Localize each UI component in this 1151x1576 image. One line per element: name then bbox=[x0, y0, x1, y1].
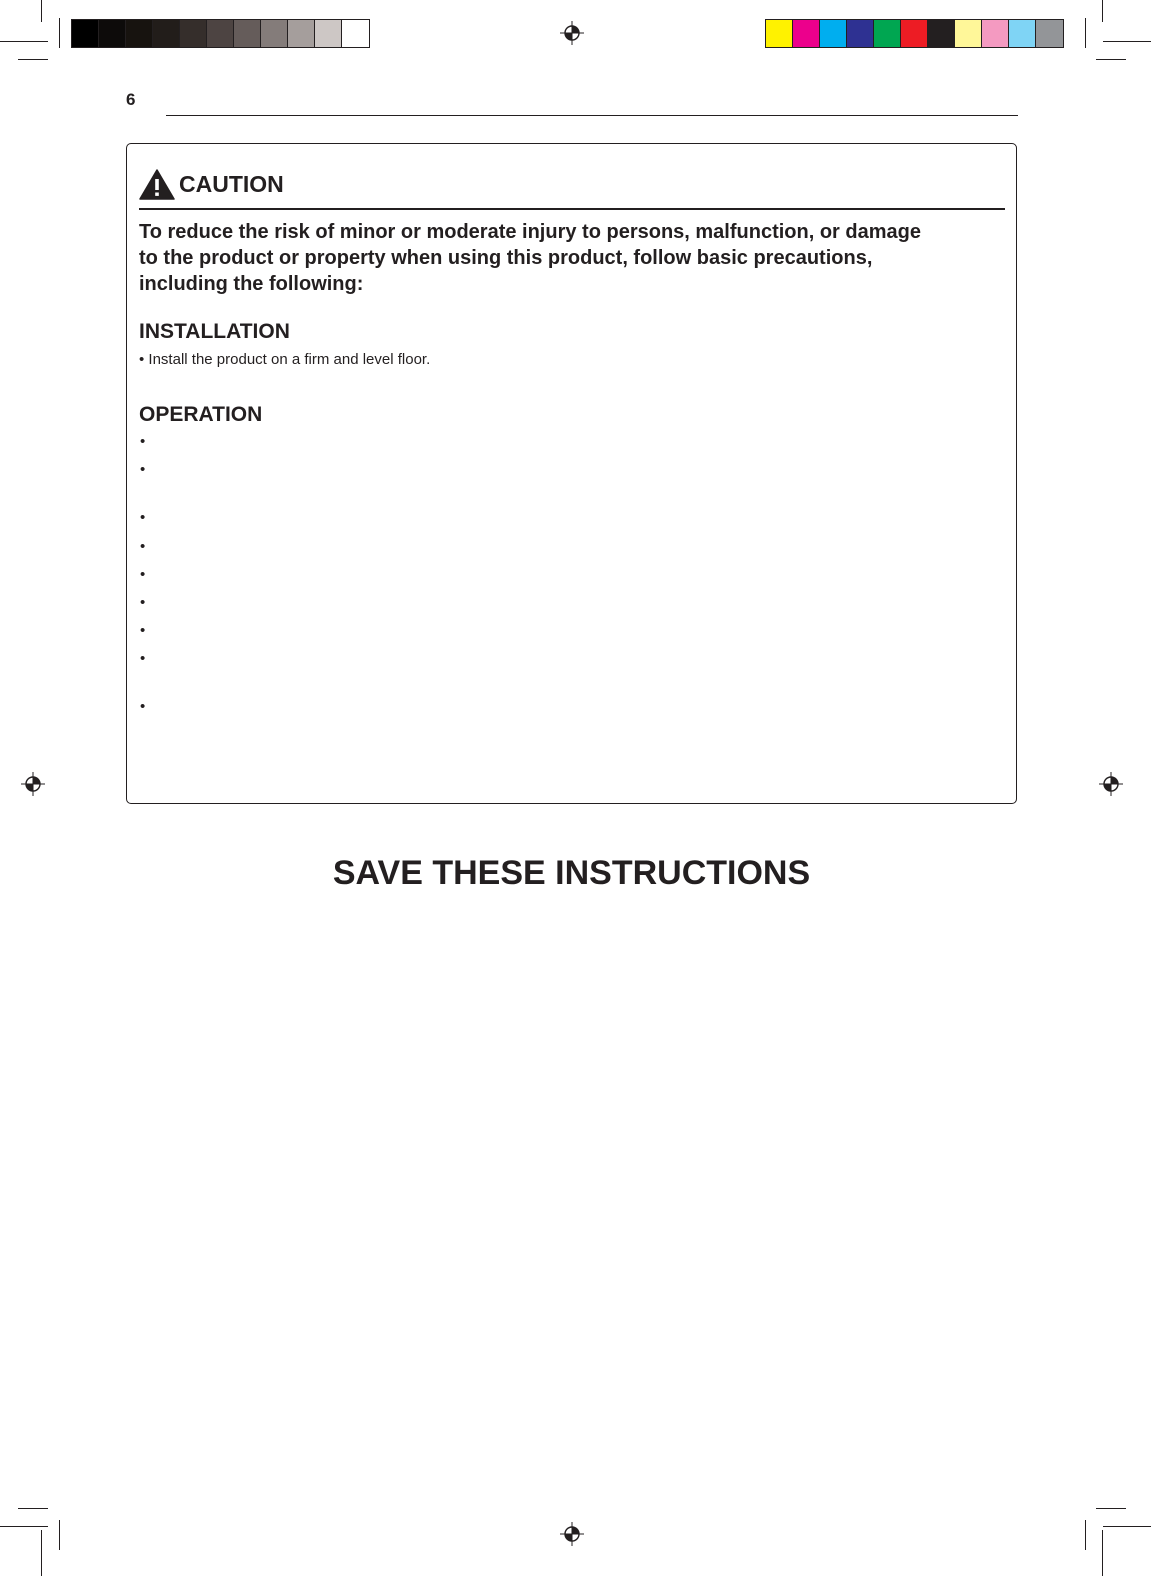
installation-title: INSTALLATION bbox=[139, 320, 290, 343]
color-swatch bbox=[1009, 20, 1036, 47]
color-swatch bbox=[1036, 20, 1063, 47]
intro-line: To reduce the risk of minor or moderate injury to persons, malfunction, or damage bbox=[139, 221, 921, 243]
intro-line: to the product or property when using this product, follow basic precautions, bbox=[139, 247, 873, 269]
color-swatch bbox=[342, 20, 369, 47]
operation-bullet: • bbox=[140, 433, 146, 450]
color-swatch bbox=[847, 20, 874, 47]
operation-bullet: • bbox=[140, 650, 146, 667]
color-swatch bbox=[901, 20, 928, 47]
operation-title: OPERATION bbox=[139, 403, 263, 426]
color-swatch bbox=[234, 20, 261, 47]
cmyk-color-bar bbox=[765, 19, 1064, 48]
gray-color-bar bbox=[71, 19, 370, 48]
color-swatch bbox=[928, 20, 955, 47]
operation-bullet: • bbox=[140, 461, 146, 478]
operation-bullet: • bbox=[140, 698, 146, 715]
color-swatch bbox=[99, 20, 126, 47]
header-rule bbox=[166, 115, 1018, 116]
caution-rule bbox=[139, 208, 1005, 210]
color-swatch bbox=[126, 20, 153, 47]
color-swatch bbox=[207, 20, 234, 47]
color-swatch bbox=[982, 20, 1009, 47]
operation-bullet: • bbox=[140, 566, 146, 583]
intro-line: including the following: bbox=[139, 273, 364, 295]
registration-mark-icon bbox=[560, 1522, 584, 1546]
caution-intro bbox=[139, 219, 1009, 297]
color-swatch bbox=[874, 20, 901, 47]
color-swatch bbox=[820, 20, 847, 47]
operation-bullet: • bbox=[140, 509, 146, 526]
registration-mark-icon bbox=[21, 772, 45, 796]
operation-bullet: • bbox=[140, 622, 146, 639]
save-instructions-heading: SAVE THESE INSTRUCTIONS bbox=[332, 854, 811, 892]
registration-mark-icon bbox=[1099, 772, 1123, 796]
color-swatch bbox=[955, 20, 982, 47]
page-number: 6 bbox=[126, 90, 136, 109]
installation-item: • Install the product on a firm and level floor. bbox=[139, 351, 431, 368]
operation-bullet: • bbox=[140, 538, 146, 555]
color-swatch bbox=[153, 20, 180, 47]
operation-bullet: • bbox=[140, 594, 146, 611]
color-swatch bbox=[315, 20, 342, 47]
caution-title: CAUTION bbox=[179, 171, 284, 197]
caution-heading bbox=[139, 169, 284, 200]
color-swatch bbox=[261, 20, 288, 47]
color-swatch bbox=[180, 20, 207, 47]
color-swatch bbox=[72, 20, 99, 47]
registration-mark-icon bbox=[560, 21, 584, 45]
color-swatch bbox=[793, 20, 820, 47]
color-swatch bbox=[766, 20, 793, 47]
color-swatch bbox=[288, 20, 315, 47]
warning-triangle-icon bbox=[139, 169, 175, 200]
